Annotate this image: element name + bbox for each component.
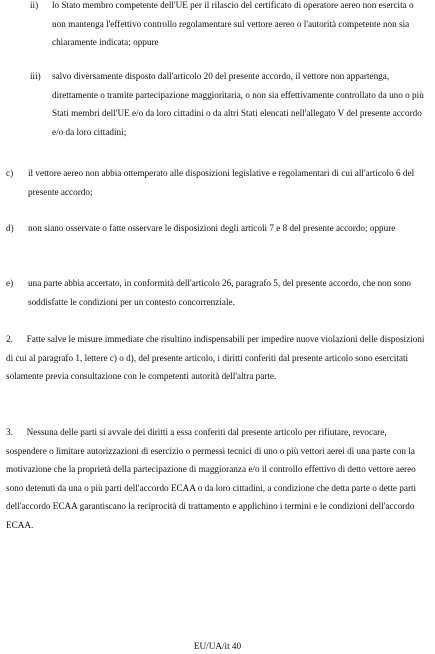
item-text-e: una parte abbia accertato, in conformità dell'articolo 26, paragrafo 5, del presente accordo, che non sono soddisfatte le condizioni per un contesto concorrenziale.	[28, 278, 412, 307]
subitem-label-iii: iii)	[30, 71, 41, 81]
subitem-text-ii: lo Stato membro competente dell'UE per il rilascio del certificato di operatore aereo non esercita o non mantenga l'effettivo controllo regolamentare sul vettore aereo o l'autorità competente non sia chiaramente indicata; oppure	[52, 0, 414, 47]
item-label-d: d)	[6, 223, 14, 233]
paragraph-2: 2. Fatte salve le misure immediate che risultino indispensabili per impedire nuove violazioni delle disposizioni di cui al paragrafo 1, lettere c) o d), del presente articolo, i diritti conferiti dal presente articolo sono esercitati solamente previa consultazione con le competenti autorità dell'altra parte.	[6, 334, 425, 381]
page-footer: EU/UA/it 40	[193, 641, 242, 651]
paragraph-3: 3. Nessuna delle parti si avvale dei diritti a essa conferiti dal presente articolo per rifiutare, revocare, sospendere o limitare autorizzazioni di esercizio o permessi tecnici di uno o più vettori aerei di una parte con la motivazione che la proprietà della partecipazione di maggioranza e/o il controllo effettivo di detto vettore aereo sono detenuti da una o più parti dell'accordo ECAA o da loro cittadini, a condizione che detta parte o dette parti dell'accordo ECAA garantiscano la reciprocità di trattamento e applichino i termini e le condizioni dell'accordo ECAA.	[6, 427, 417, 530]
subitem-text-iii: salvo diversamente disposto dall'articolo 20 del presente accordo, il vettore non appartenga, direttamente o tramite partecipazione maggioritaria, o non sia effettivamente controllato da uno o più Stati membri dell'UE e/o da loro cittadini o da altri Stati elencati nell'allegato V del presente accordo e/o da loro cittadini;	[52, 71, 424, 137]
item-text-d: non siano osservate o fatte osservare le disposizioni degli articoli 7 e 8 del presente accordo; oppure	[28, 223, 396, 233]
subitem-label-ii: ii)	[30, 0, 39, 10]
item-text-c: il vettore aereo non abbia ottemperato alle disposizioni legislative e regolamentari di cui all'articolo 6 del presente accordo;	[28, 168, 415, 197]
item-label-e: e)	[6, 278, 14, 288]
item-label-c: c)	[6, 168, 14, 178]
